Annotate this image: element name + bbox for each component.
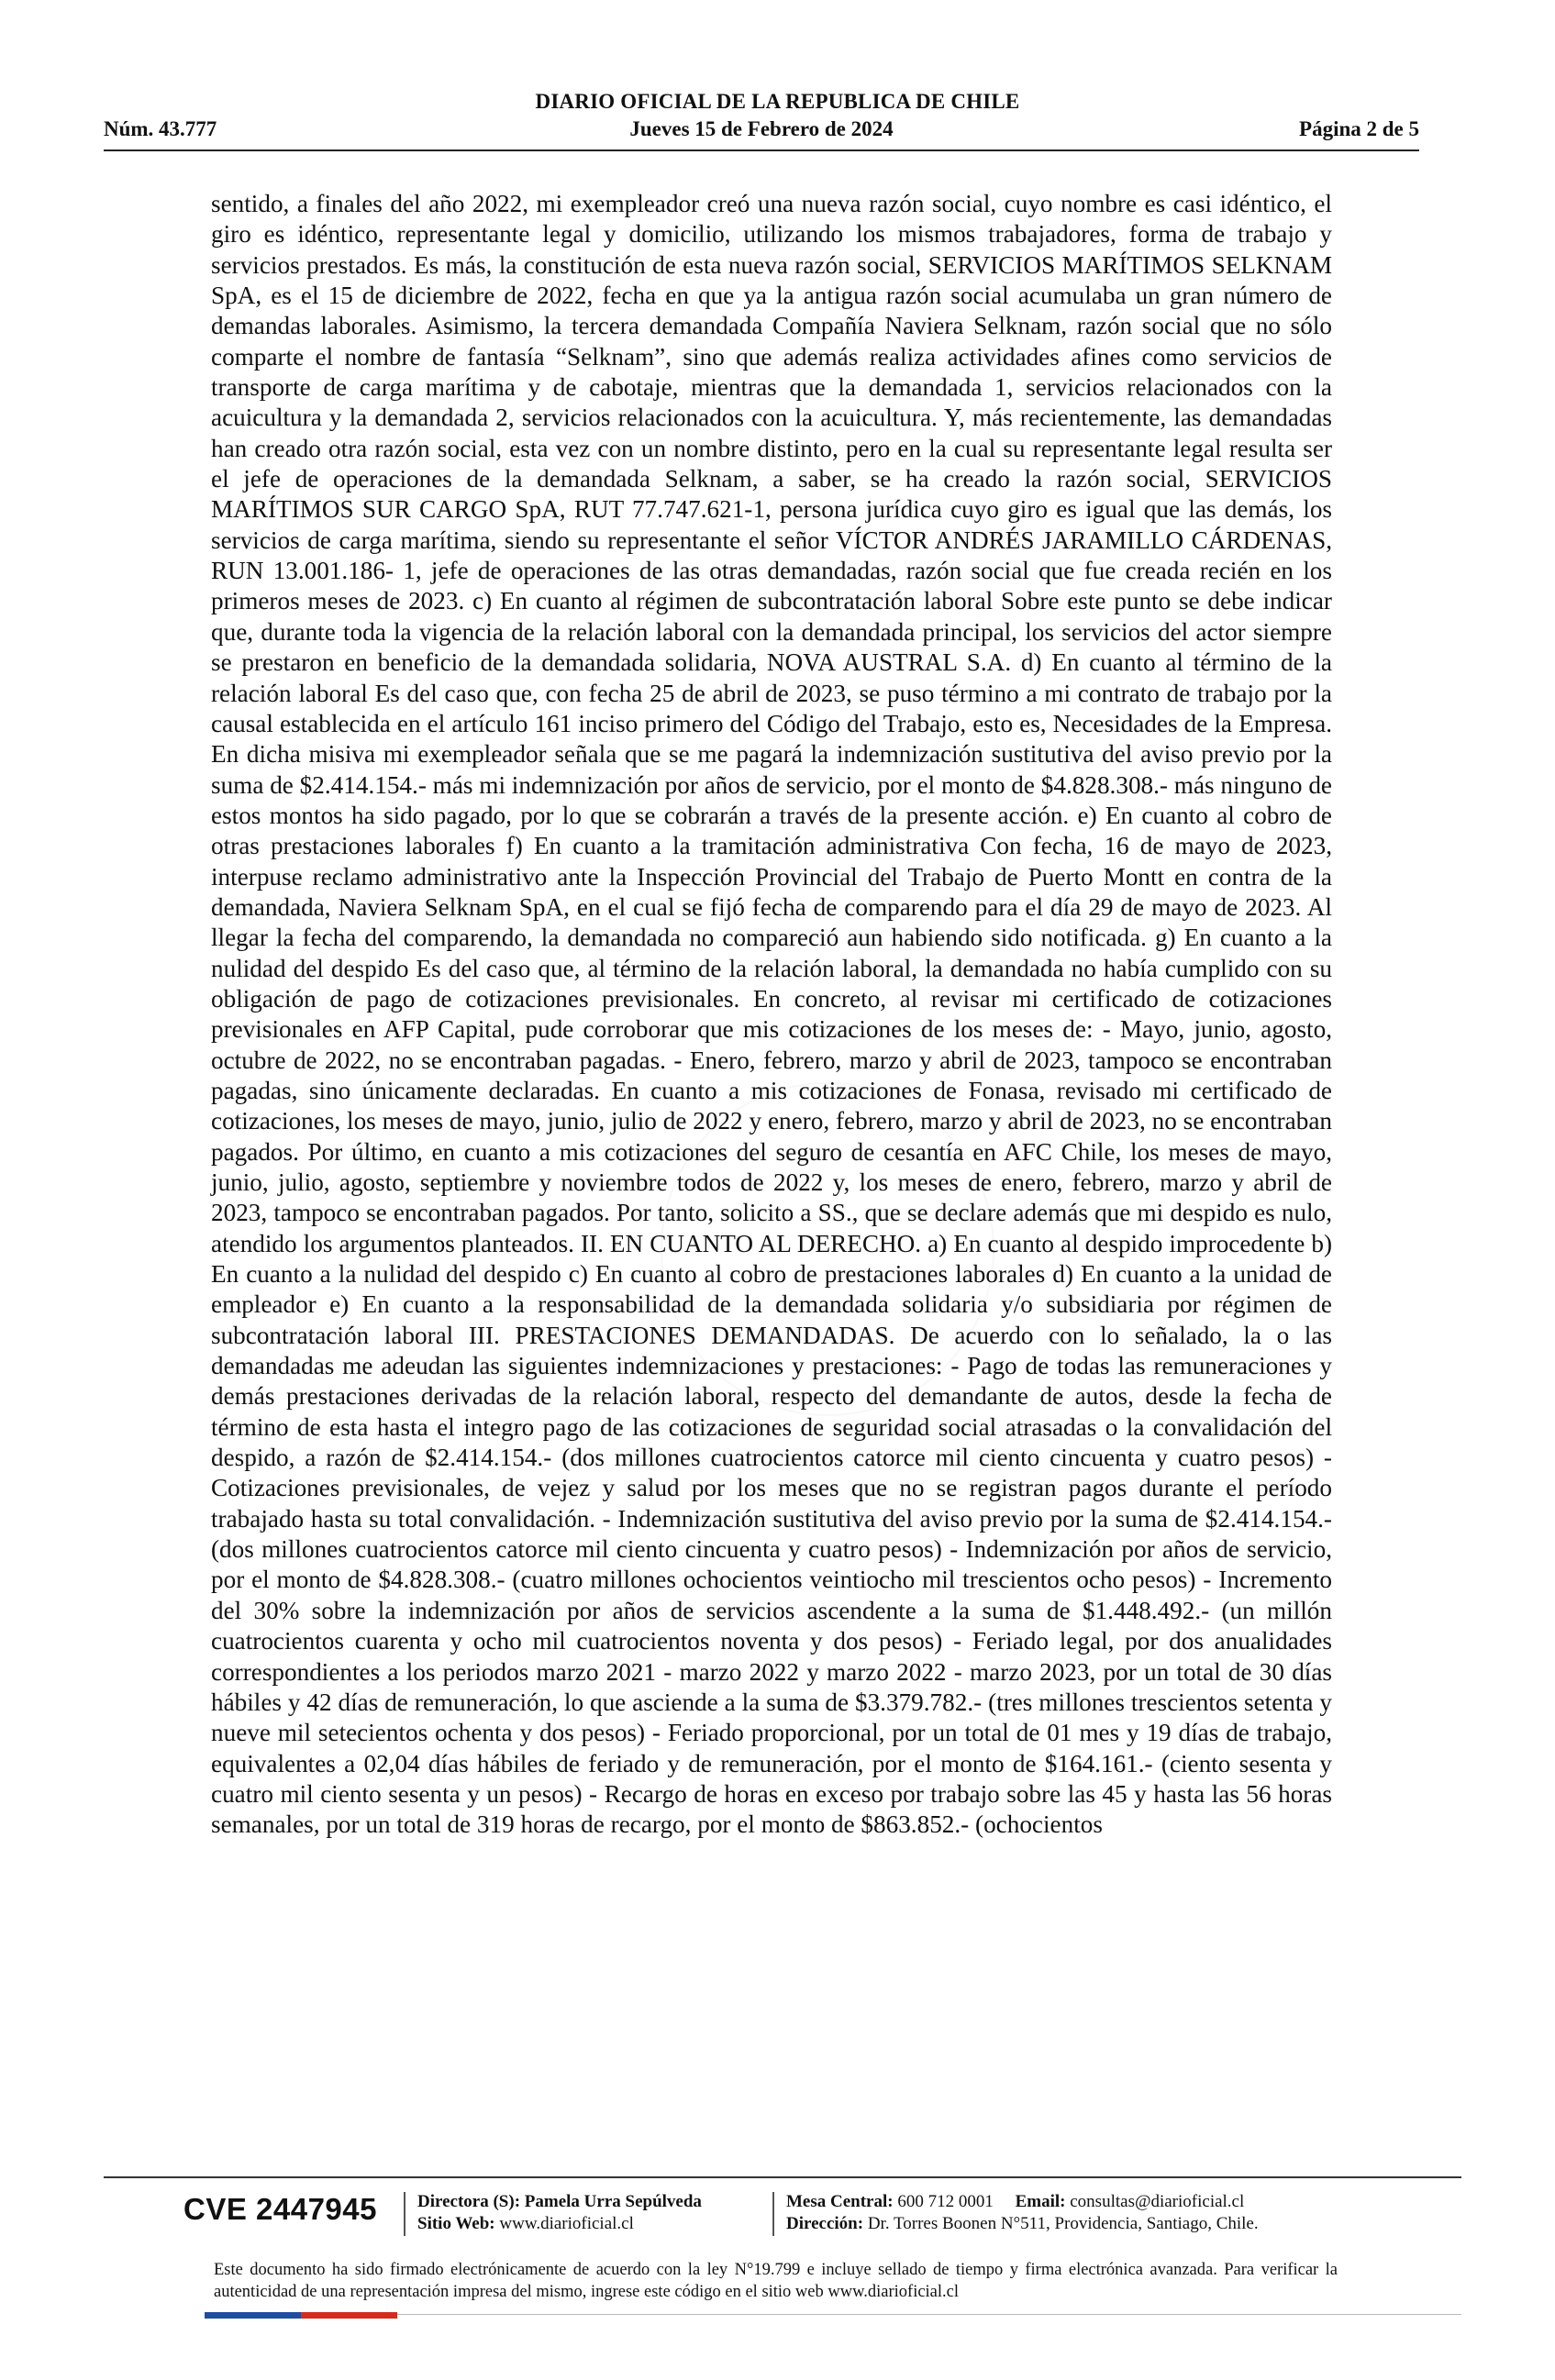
flag-red-segment (301, 2312, 397, 2319)
footer-separator-2 (772, 2192, 774, 2236)
header-row (104, 117, 1419, 145)
footer-separator (404, 2192, 405, 2236)
footer-contact-right (786, 2191, 1259, 2235)
email-label: Email: (1015, 2192, 1066, 2211)
legal-notice: Este documento ha sido firmado electrónicamente de acuerdo con la ley N°19.799 e incluye sellado de tiempo y firma electrónica avanzada. Para verificar la autenticidad de una representación impresa del mismo, ingrese este código en el sitio web www.diarioficial.cl (214, 2261, 1338, 2301)
cve-code: CVE 2447945 (183, 2192, 377, 2226)
publication-title: DIARIO OFICIAL DE LA REPUBLICA DE CHILE (535, 90, 1020, 113)
issue-number: Núm. 43.777 (104, 117, 217, 140)
web-link[interactable]: www.diarioficial.cl (499, 2214, 634, 2233)
issue-date: Jueves 15 de Febrero de 2024 (629, 117, 894, 140)
footer-divider (104, 2176, 1461, 2178)
web-label: Sitio Web: (417, 2214, 495, 2233)
director-name: Pamela Urra Sepúlveda (524, 2192, 702, 2211)
phone-value: 600 712 0001 (897, 2192, 994, 2211)
address-label: Dirección: (786, 2214, 864, 2233)
footer-contact-left (417, 2191, 702, 2235)
document-body: sentido, a finales del año 2022, mi exempleador creó una nueva razón social, cuyo nombre es casi idéntico, el giro es idéntico, representante legal y domicilio, utilizando los mismos trabajadores, forma de trabajo y servicios prestados. Es más, la constitución de esta nueva razón social, SERVICIOS MARÍTIMOS SELKNAM SpA, es el 15 de diciembre de 2022, fecha en que ya la antigua razón social acumulaba un gran número de demandas laborales. Asimismo, la tercera demandada Compañía Naviera Selknam, razón social que no sólo comparte el nombre de fantasía “Selknam”, sino que además realiza actividades afines como servicios de transporte de carga marítima y de cabotaje, mientras que la demandada 1, servicios relacionados con la acuicultura y la demandada 2, servicios relacionados con la acuicultura. Y, más recientemente, las demandadas han creado otra razón social, esta vez con un nombre distinto, pero en la cual su representante legal resulta ser el jefe de operaciones de la demandada Selknam, a saber, se ha creado la razón social, SERVICIOS MARÍTIMOS SUR CARGO SpA, RUT 77.747.621-1, persona jurídica cuyo giro es igual que las demás, los servicios de carga marítima, siendo su representante el señor VÍCTOR ANDRÉS JARAMILLO CÁRDENAS, RUN 13.001.186- 1, jefe de operaciones de las otras demandadas, razón social que fue creada recién en los primeros meses de 2023. c) En cuanto al régimen de subcontratación laboral Sobre este punto se debe indicar que, durante toda la vigencia de la relación laboral con la demandada principal, los servicios del actor siempre se prestaron en beneficio de la demandada solidaria, NOVA AUSTRAL S.A. d) En cuanto al término de la relación laboral Es del caso que, con fecha 25 de abril de 2023, se puso término a mi contrato de trabajo por la causal establecida en el artículo 161 inciso primero del Código del Trabajo, esto es, Necesidades de la Empresa. En dicha misiva mi exempleador señala que se me pagará la indemnización sustitutiva del aviso previo por la suma de $2.414.154.- más mi indemnización por años de servicio, por el monto de $4.828.308.- más ninguno de estos montos ha sido pagado, por lo que se cobrarán a través de la presente acción. e) En cuanto al cobro de otras prestaciones laborales f) En cuanto a la tramitación administrativa Con fecha, 16 de mayo de 2023, interpuse reclamo administrativo ante la Inspección Provincial del Trabajo de Puerto Montt en contra de la demandada, Naviera Selknam SpA, en el cual se fijó fecha de comparendo para el día 29 de mayo de 2023. Al llegar la fecha del comparendo, la demandada no compareció aun habiendo sido notificada. g) En cuanto a la nulidad del despido Es del caso que, al término de la relación laboral, la demandada no había cumplido con su obligación de pago de cotizaciones previsionales. En concreto, al revisar mi certificado de cotizaciones previsionales en AFP Capital, pude corroborar que mis cotizaciones de los meses de: - Mayo, junio, agosto, octubre de 2022, no se encontraban pagadas. - Enero, febrero, marzo y abril de 2023, tampoco se encontraban pagadas, sino únicamente declaradas. En cuanto a mis cotizaciones de Fonasa, revisado mi certificado de cotizaciones, los meses de mayo, junio, julio de 2022 y enero, febrero, marzo y abril de 2023, no se encontraban pagados. Por último, en cuanto a mis cotizaciones del seguro de cesantía en AFC Chile, los meses de mayo, junio, julio, agosto, septiembre y noviembre todos de 2022 y, los meses de enero, febrero, marzo y abril de 2023, tampoco se encontraban pagados. Por tanto, solicito a SS., que se declare además que mi despido es nulo, atendido los argumentos planteados. II. EN CUANTO AL DERECHO. a) En cuanto al despido improcedente b) En cuanto a la nulidad del despido c) En cuanto al cobro de prestaciones laborales d) En cuanto a la unidad de empleador e) En cuanto a la responsabilidad de la demandada solidaria y/o subsidiaria por régimen de subcontratación laboral III. PRESTACIONES DEMANDADAS. De acuerdo con lo señalado, la o las demandadas me adeudan las siguientes indemnizaciones y prestaciones: - Pago de todas las remuneraciones y demás prestaciones derivadas de la relación laboral, respecto del demandante de autos, desde la fecha de término de esta hasta el integro pago de las cotizaciones de seguridad social atrasadas o la convalidación del despido, a razón de $2.414.154.- (dos millones cuatrocientos catorce mil ciento cincuenta y cuatro pesos) - Cotizaciones previsionales, de vejez y salud por los meses que no se registran pagos durante el período trabajado hasta su total convalidación. - Indemnización sustitutiva del aviso previo por la suma de $2.414.154.- (dos millones cuatrocientos catorce mil ciento cincuenta y cuatro pesos) - Indemnización por años de servicio, por el monto de $4.828.308.- (cuatro millones ochocientos veintiocho mil trescientos ocho pesos) - Incremento del 30% sobre la indemnización por años de servicios ascendente a la suma de $1.448.492.- (un millón cuatrocientos cuarenta y ocho mil cuatrocientos noventa y dos pesos) - Feriado legal, por dos anualidades correspondientes a los periodos marzo 2021 - marzo 2022 y marzo 2022 - marzo 2023, por un total de 30 días hábiles y 42 días de remuneración, lo que asciende a la suma de $3.379.782.- (tres millones trescientos setenta y nueve mil setecientos ochenta y dos pesos) - Feriado proporcional, por un total de 01 mes y 19 días de trabajo, equivalentes a 02,04 días hábiles de feriado y de remuneración, por el monto de $164.161.- (ciento sesenta y cuatro mil ciento sesenta y un pesos) - Recargo de horas en exceso por trabajo sobre las 45 y hasta las 56 horas semanales, por un total de 319 horas de recargo, por el monto de $863.852.- (ochocientos (211, 190, 1332, 1839)
director-label: Directora (S): (417, 2192, 521, 2211)
chile-flag-bar (205, 2312, 397, 2319)
page-indicator: Página 2 de 5 (1299, 117, 1419, 140)
phone-label: Mesa Central: (786, 2192, 894, 2211)
header-divider (104, 149, 1419, 151)
flag-blue-segment (205, 2312, 301, 2319)
email-link[interactable]: consultas@diarioficial.cl (1070, 2192, 1245, 2211)
address-value: Dr. Torres Boonen N°511, Providencia, Santiago, Chile. (867, 2214, 1259, 2233)
bottom-divider (397, 2314, 1461, 2315)
